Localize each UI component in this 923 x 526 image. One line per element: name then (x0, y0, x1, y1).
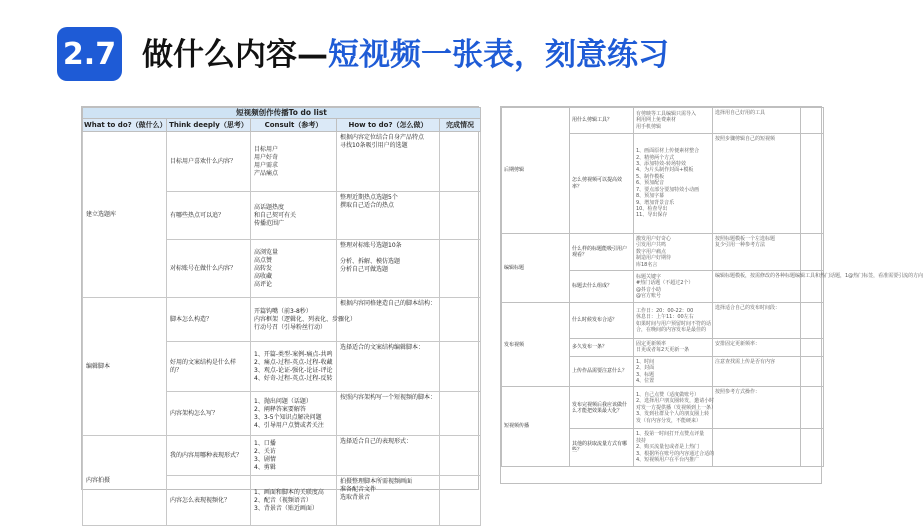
consult-cell (251, 392, 337, 436)
status-cell (440, 192, 481, 240)
table-caption: 短视频创作传播To do list (83, 108, 481, 119)
cell-line: 根据内容定位结合自身产品特点 (340, 134, 425, 141)
think-cell: 有哪些热点可以追？ (167, 192, 251, 240)
cell-line: 合，在晚间的内容发布是最佳的 (636, 326, 707, 333)
cell-line: 9、增加背景音乐 (636, 199, 675, 206)
how-cell (713, 134, 801, 234)
cell-line: @抖音小助 (636, 286, 662, 293)
area-cell: 内容拍摄 (83, 436, 167, 526)
how-cell (337, 240, 440, 298)
how-cell (337, 192, 440, 240)
cell-line: 3、剧情 (254, 455, 276, 463)
how-cell (713, 234, 801, 271)
think-cell: 上传作品需要注意什么？ (570, 356, 634, 387)
table-header-row (83, 119, 481, 132)
cell-line: 技持 (636, 437, 647, 444)
cell-line: 5、制作模板 (636, 173, 665, 180)
table-row (502, 387, 824, 429)
cell-line: 引发用户共鸣 (636, 242, 667, 249)
status-cell (801, 387, 824, 429)
cell-line: 1、画面和脚本的关联度高 (254, 488, 324, 496)
how-cell (337, 342, 440, 392)
consult-cell (251, 298, 357, 342)
cell-line: 选择适合自己的表现形式： (340, 438, 413, 445)
cell-line: 1、抛出问题（话题） (254, 397, 312, 405)
cell-line: 1、画面原材上传便素材整合 (636, 148, 700, 155)
todo-list-sheet-right (500, 106, 923, 484)
cell-line: 2、封面 (636, 365, 655, 372)
cell-line: 10、检查导出 (636, 205, 668, 212)
cell-line: 按照标题模板一个左选标题 (715, 236, 776, 242)
cell-line: 寻找10条吸引用户的选题 (340, 142, 408, 149)
consult-cell (634, 271, 713, 303)
think-cell: 脚本怎么构造？ (167, 298, 251, 342)
how-cell (337, 476, 440, 526)
consult-cell (634, 339, 713, 357)
cell-line: 发（有内容分发，不能硬来） (636, 417, 702, 424)
consult-cell (251, 240, 337, 298)
cell-line: 分析、拆解、模仿选题 (340, 258, 401, 265)
cell-line: 准备配音文件 (340, 486, 377, 493)
cell-line: 根据内容同格建造自己的脚本结构： (340, 300, 437, 307)
think-cell: 什么样的标题能吸引用户观看？ (570, 234, 634, 271)
table-caption-row (83, 108, 481, 119)
cell-line: 2、阐释答案要解答 (254, 405, 306, 413)
title-highlight: 短视频一张表，刻意练习 (328, 37, 669, 73)
cell-line: 选取背景音 (340, 494, 371, 501)
todo-table-right (501, 107, 923, 467)
slide-title (142, 30, 669, 80)
area-cell: 发布视频 (502, 303, 570, 387)
cell-line: 撰取自己适合的热点 (340, 202, 395, 209)
table-row (502, 303, 824, 339)
section-number-badge: 2.7 (57, 27, 122, 81)
cell-line: 高话题热度 (254, 203, 285, 211)
cell-line: 1、时间 (636, 358, 655, 365)
cell-line: 用手机剪辑 (636, 123, 662, 130)
cell-line: 3、背景音（贴近画面） (254, 504, 318, 512)
think-cell: 用什么剪辑工具？ (570, 108, 634, 134)
status-cell (801, 234, 824, 271)
header-how: How to do?（怎么做） (337, 119, 440, 132)
todo-list-sheet-left (81, 106, 479, 512)
cell-line: 4、引导用户点赞或者关注 (254, 421, 324, 429)
cell-line: 3、观点-论证-强化-论证-评论 (254, 366, 333, 374)
think-cell: 我的内容用哪种表现形式？ (167, 436, 251, 476)
cell-line: 7、要点部分要加特效小动画 (636, 186, 700, 193)
how-cell (713, 387, 801, 429)
how-cell (713, 108, 801, 134)
how-cell (337, 132, 440, 192)
area-cell: 编辑标题 (502, 234, 570, 303)
consult-cell (634, 108, 713, 134)
area-cell: 建立选题库 (83, 132, 167, 298)
cell-line: 2、选择用户朋友圈转发，邀请小时 (636, 398, 715, 405)
header-consult: Consult（参考） (251, 119, 337, 132)
cell-line: 激发用户好奇心 (636, 236, 672, 242)
cell-line: 标题关键字 (636, 273, 662, 280)
think-cell: 其他的获取流量方式有哪些？ (570, 429, 634, 466)
cell-line: 选择用自己好用的工具 (715, 110, 766, 116)
cell-line: 3、添加特效-转场特效 (636, 161, 686, 168)
cell-line: 用户需求 (254, 161, 279, 169)
consult-cell (634, 356, 713, 387)
cell-line: 安排固定更新频率： (715, 341, 761, 348)
status-cell (801, 429, 824, 466)
status-cell (801, 134, 824, 234)
think-cell: 对标账号在做什么内容？ (167, 240, 251, 298)
cell-line: 库18名言 (636, 261, 658, 268)
cell-line: 整理近期热点选题5个 (340, 194, 398, 201)
how-cell (713, 356, 801, 387)
cell-line: 固定更新频率 (636, 341, 667, 348)
cell-line: 整理对标账号选题10条 (340, 242, 402, 249)
cell-line: 3、根据所在账号的内容通过合适的 (636, 450, 715, 457)
status-cell (440, 298, 481, 342)
table-row (502, 234, 824, 271)
cell-line: 2、痛点-过程-英点-过程-收藏 (254, 358, 333, 366)
cell-line: 选择适合自己的发布时间段： (715, 305, 781, 312)
cell-line: 6、预加配音 (636, 180, 665, 187)
cell-line: 1、口播 (254, 439, 276, 447)
status-cell (440, 240, 481, 298)
cell-line (340, 250, 436, 258)
cell-line: 选择适合的文案结构编辑脚本： (340, 344, 425, 351)
cell-line: 开篇钩嘴（前3-8秒） (254, 307, 312, 315)
how-cell (713, 429, 801, 466)
status-cell (440, 476, 481, 526)
table-row (83, 132, 481, 192)
cell-line: 休息日：上午11：00左右 (636, 314, 694, 321)
cell-line: 4、为片头制作封面+模板 (636, 167, 694, 174)
cell-line: 2、精剪两个方式 (636, 154, 675, 161)
cell-line: 3、标题 (636, 371, 655, 378)
think-cell: 目标用户喜欢什么内容？ (167, 132, 251, 192)
table-row (83, 298, 481, 342)
how-cell (337, 436, 440, 476)
header-think: Think deeply（思考） (167, 119, 251, 132)
consult-cell (251, 192, 337, 240)
cell-line: 高浏览量 (254, 248, 279, 256)
todo-table-left (82, 107, 481, 526)
cell-line: 1、投第一时间打开点赞点评量 (636, 431, 705, 438)
think-cell: 发布完视频后我应该做什么才能把效果最大化？ (570, 387, 634, 429)
header-status: 完成情况 (440, 119, 481, 132)
cell-line: 3、发到社群及个人的朋友圈上转 (636, 411, 710, 418)
cell-line: 高转发 (254, 264, 273, 272)
cell-line: 日更或者每2天更新一条 (636, 347, 690, 354)
title-lead: 做什么内容— (142, 37, 328, 73)
cell-line: 按照参考方式操作： (715, 389, 761, 396)
how-cell (337, 392, 440, 436)
cell-line: 内容框架（逻辑化、列表化、步骤化） (254, 315, 357, 323)
cell-line: 工作日：20：00-22：00 (636, 307, 694, 314)
cell-line: 产品痛点 (254, 169, 279, 177)
cell-line: 分析自己可做选题 (340, 266, 389, 273)
think-cell: 多久发布一条？ (570, 339, 634, 357)
cell-line: 有剪映等工具编辑只需导入 (636, 110, 697, 117)
cell-line: 传播范围广 (254, 219, 285, 227)
cell-line: @官方账号 (636, 292, 662, 299)
cell-line: 1、自己点赞（适度做账号） (636, 391, 700, 398)
table-row (83, 436, 481, 476)
cell-line: 2、配音（视频语音） (254, 496, 312, 504)
status-cell (440, 436, 481, 476)
cell-line: 4、剪辑 (254, 463, 276, 471)
cell-line: 2、关访 (254, 447, 276, 455)
cell-line: 复少引用一种参考方法 (715, 242, 766, 249)
status-cell (801, 303, 824, 339)
cell-line: 按照步骤剪辑自己的短视频 (715, 136, 776, 142)
think-cell: 内容架构怎么写？ (167, 392, 251, 436)
area-cell: 后期剪辑 (502, 108, 570, 234)
consult-cell (251, 342, 337, 392)
cell-line: 编辑标题模板，按需修改的各种标题编辑工具和热门话题，1@热门标签，看准需要引流的方向 (715, 273, 923, 280)
cell-line: 1、开篇-类型-案例-痛点-共鸣 (254, 350, 333, 358)
consult-cell (634, 303, 713, 339)
status-cell (801, 356, 824, 387)
cell-line: 4、位置 (636, 378, 655, 385)
status-cell (440, 342, 481, 392)
cell-line: 8、预加字幕 (636, 193, 665, 200)
cell-line: 高点赞 (254, 256, 273, 264)
status-cell (440, 392, 481, 436)
cell-line: 3、3-5个知识点解决问题 (254, 413, 322, 421)
think-cell: 什么时候发布合适？ (570, 303, 634, 339)
cell-line: 和自己契可有关 (254, 211, 297, 219)
consult-cell (634, 387, 717, 429)
status-cell (440, 132, 481, 192)
think-cell: 怎么剪视频可以提高效率？ (570, 134, 634, 234)
cell-line: 对发一方提供播（发视频到上一条） (636, 404, 717, 411)
consult-cell (251, 436, 337, 476)
cell-line: 制造用户好期待 (636, 255, 672, 262)
consult-cell (634, 134, 713, 234)
think-cell: 内容怎么表现视频化？ (167, 476, 251, 526)
consult-cell (251, 132, 337, 192)
area-cell: 短视频传播 (502, 387, 570, 466)
cell-line: 11、导出保存 (636, 212, 668, 219)
how-cell (713, 303, 801, 339)
cell-line: 如果时间与用户预留时间不符的话 (636, 320, 712, 327)
consult-cell (251, 476, 337, 526)
cell-line: 用户好奇 (254, 153, 279, 161)
table-row (502, 108, 824, 134)
cell-line: #热门话题（不超过2个） (636, 280, 694, 287)
cell-line: 数字用户痛点 (636, 248, 667, 255)
cell-line: 拍摄整理脚本所需视频画面 (340, 478, 413, 485)
status-cell (801, 108, 824, 134)
cell-line: 高评论 (254, 280, 273, 288)
header-what: What to do?（做什么） (83, 119, 167, 132)
cell-line: 4、好奇-过程-英点-过程-反转 (254, 374, 333, 382)
think-cell: 标题去什么组成？ (570, 271, 634, 303)
status-cell (801, 339, 824, 357)
cell-line: 按照内容架构写一个短视频的脚本： (340, 394, 437, 401)
how-cell (713, 339, 801, 357)
consult-cell (634, 234, 713, 271)
think-cell: 好用的文案结构是什么样的？ (167, 342, 251, 392)
how-cell (713, 271, 923, 303)
cell-line: 利用网上免费素材 (636, 117, 677, 124)
cell-line: 目标用户 (254, 145, 279, 153)
area-cell: 编辑脚本 (83, 298, 167, 436)
cell-line: 注意查找需上传是否有内容 (715, 358, 776, 365)
cell-line: 高收藏 (254, 272, 273, 280)
cell-line: 2、购买流量包或者是上热门 (636, 444, 700, 451)
cell-line: 行动号召（引导粉丝行动） (254, 323, 327, 331)
consult-cell (634, 429, 713, 466)
cell-line: 4、短视频用户在平台内推广 (636, 457, 700, 464)
